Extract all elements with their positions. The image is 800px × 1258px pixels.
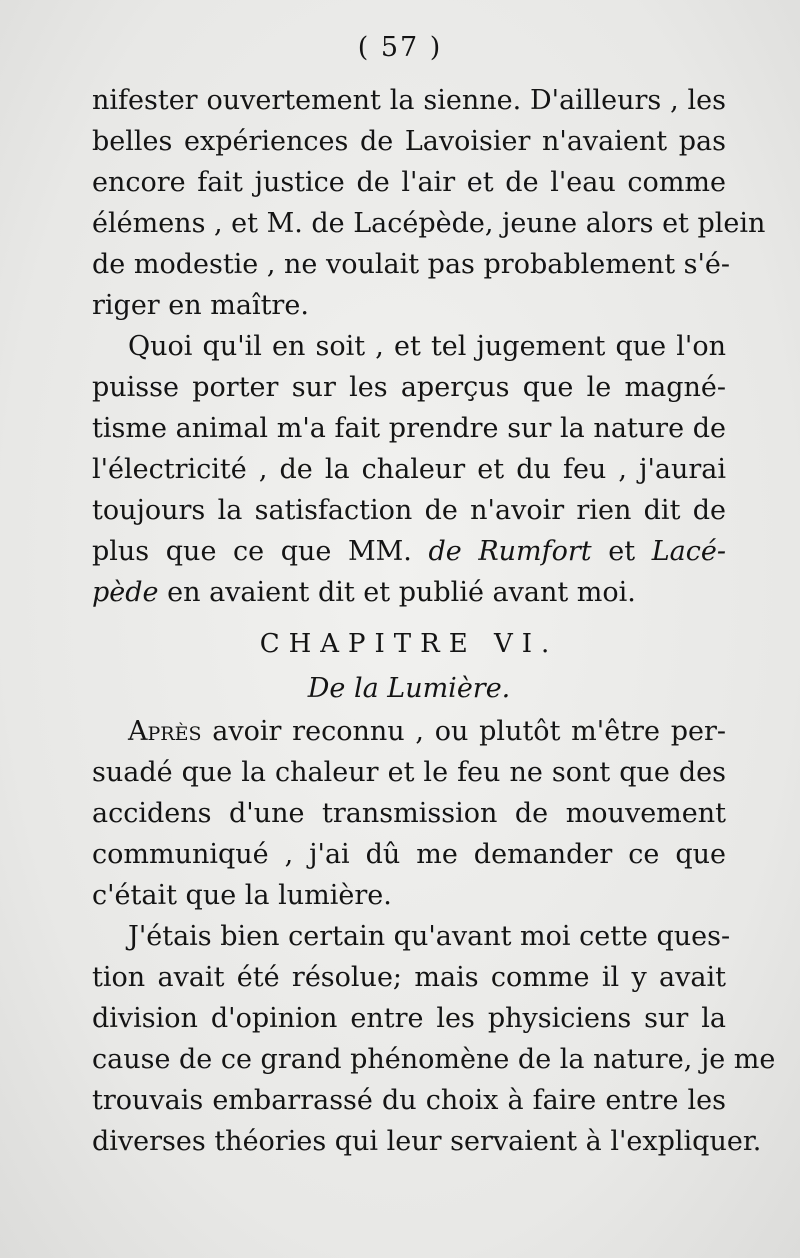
drop-word: Après bbox=[128, 716, 202, 747]
text-line: cause de ce grand phénomène de la nature, je me bbox=[92, 1044, 776, 1075]
text-line bbox=[92, 711, 726, 752]
text-line bbox=[92, 572, 726, 613]
author-name-lacepede: Lacé- bbox=[651, 536, 726, 567]
text-line: J'étais bien certain qu'avant moi cette ques- bbox=[128, 921, 731, 952]
text-line: encore fait justice de l'air et de l'eau comme bbox=[92, 167, 726, 198]
paragraph-1 bbox=[92, 80, 766, 326]
page-body bbox=[92, 80, 776, 1162]
text-line: élémens , et M. de Lacépède, jeune alors et plein bbox=[92, 208, 766, 239]
text-line: c'était que la lumière. bbox=[92, 880, 392, 911]
text-line: suadé que la chaleur et le feu ne sont que des bbox=[92, 757, 726, 788]
text-line: belles expériences de Lavoisier n'avaient pas bbox=[92, 126, 726, 157]
text-line: diverses théories qui leur servaient à l'expliquer. bbox=[92, 1126, 762, 1157]
text-line: division d'opinion entre les physiciens sur la bbox=[92, 1003, 726, 1034]
text-line: accidens d'une transmission de mouvement bbox=[92, 798, 726, 829]
chapter-title: De la Lumière. bbox=[307, 673, 511, 704]
text-line: tion avait été résolue; mais comme il y avait bbox=[92, 962, 726, 993]
text-line bbox=[92, 531, 726, 572]
text-line: puisse porter sur les aperçus que le magné- bbox=[92, 372, 726, 403]
author-name-rumfort: de Rumfort bbox=[428, 536, 592, 567]
text-line: Quoi qu'il en soit , et tel jugement que l'on bbox=[128, 331, 726, 362]
text-fragment: en avaient dit et publié avant moi. bbox=[167, 577, 636, 608]
text-line: l'électricité , de la chaleur et du feu , j'aurai bbox=[92, 454, 726, 485]
text-line: riger en maître. bbox=[92, 290, 309, 321]
text-line: tisme animal m'a fait prendre sur la nature de bbox=[92, 413, 726, 444]
chapter-heading: CHAPITRE VI. bbox=[259, 629, 559, 659]
text-line: trouvais embarrassé du choix à faire entre les bbox=[92, 1085, 726, 1116]
paragraph-2 bbox=[92, 326, 726, 613]
text-fragment: avoir reconnu , ou plutôt m'être per- bbox=[212, 716, 726, 747]
paragraph-4 bbox=[92, 916, 776, 1162]
author-name-lacepede-end: pède bbox=[92, 577, 159, 608]
text-line: de modestie , ne voulait pas probablement s'é- bbox=[92, 249, 731, 280]
text-line: communiqué , j'ai dû me demander ce que bbox=[92, 839, 726, 870]
paragraph-3 bbox=[92, 711, 726, 916]
text-line: nifester ouvertement la sienne. D'ailleurs , les bbox=[92, 85, 726, 116]
text-line: toujours la satisfaction de n'avoir rien dit de bbox=[92, 495, 726, 526]
page-number: ( 57 ) bbox=[357, 32, 443, 63]
text-fragment: plus que ce que MM. bbox=[92, 536, 412, 567]
text-fragment: et bbox=[608, 536, 636, 567]
